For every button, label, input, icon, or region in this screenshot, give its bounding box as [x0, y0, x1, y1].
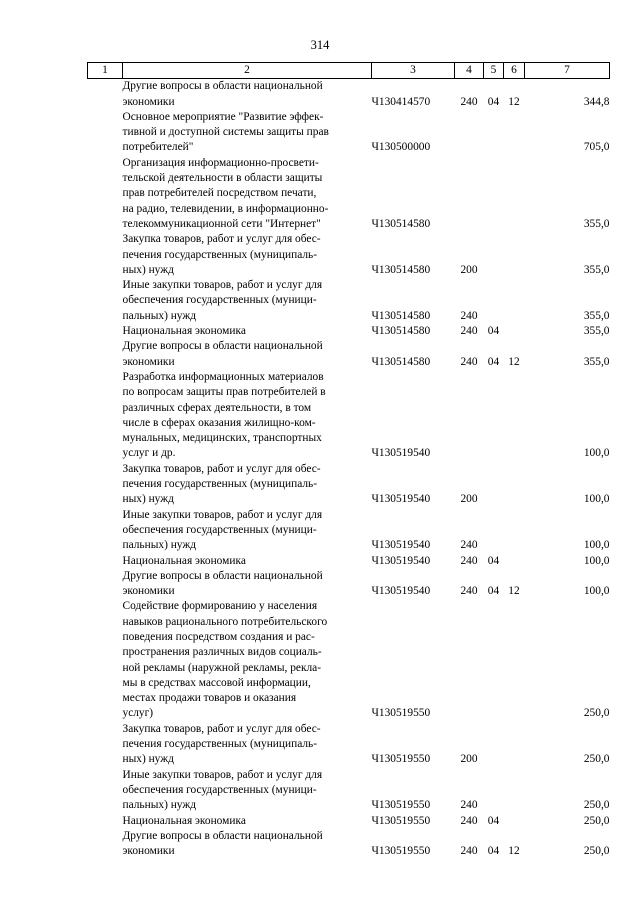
table-row: [88, 462, 610, 508]
table-row: [88, 339, 610, 370]
row-number-cell: [88, 232, 123, 278]
row-number-cell: [88, 554, 123, 569]
target-article-cell: Ч130519550: [371, 753, 431, 766]
expense-type-cell: 240: [460, 539, 478, 552]
item-name-line: прав потребителей посредством печати,: [122, 187, 317, 200]
section-cell: 04: [487, 355, 500, 368]
item-name-line: Другие вопросы в области национальной: [122, 340, 323, 353]
row-number-cell: [88, 156, 123, 232]
item-name-cell: [123, 829, 372, 860]
item-name-line: числе в сферах оказания жилищно-ком-: [122, 416, 316, 429]
item-name-line: телекоммуникационной сети "Интернет": [122, 217, 321, 230]
section-cell: 04: [487, 814, 500, 827]
column-header: 3: [372, 63, 455, 79]
column-number-header: [88, 63, 610, 79]
budget-table: [87, 62, 610, 859]
amount-cell: 355,0: [583, 325, 610, 338]
item-name-cell: [123, 722, 372, 768]
table-row: [88, 508, 610, 554]
target-article-cell: Ч130519540: [371, 447, 431, 460]
item-name-line: ных) нужд: [122, 753, 174, 766]
table-row: [88, 554, 610, 569]
expense-type-cell: 200: [460, 493, 478, 506]
column-header: 7: [525, 63, 610, 79]
section-cell: [484, 599, 504, 721]
item-name-cell: [123, 599, 372, 721]
table-row: [88, 370, 610, 462]
row-number-cell: [88, 768, 123, 814]
row-number-cell: [88, 339, 123, 370]
item-name-line: Национальная экономика: [122, 554, 246, 567]
target-article-cell: Ч130519540: [371, 539, 431, 552]
amount-cell: 100,0: [583, 493, 610, 506]
amount-cell: 100,0: [583, 585, 610, 598]
table-row: [88, 324, 610, 339]
subsection-cell: [504, 599, 525, 721]
item-name-line: Другие вопросы в области национальной: [122, 569, 323, 582]
amount-cell: 250,0: [583, 845, 610, 858]
expense-type-cell: 240: [460, 325, 478, 338]
expense-type-cell: 240: [460, 799, 478, 812]
subsection-cell: [504, 156, 525, 232]
target-article-cell: Ч130414570: [371, 95, 431, 108]
target-article-cell: Ч130514580: [371, 263, 431, 276]
item-name-line: Организация информационно-просвети-: [122, 156, 319, 169]
item-name-line: услуг): [122, 707, 154, 720]
subsection-cell: [504, 232, 525, 278]
expense-type-cell: 240: [460, 585, 478, 598]
target-article-cell: Ч130514580: [371, 309, 431, 322]
section-cell: [484, 768, 504, 814]
item-name-cell: [123, 768, 372, 814]
amount-cell: 250,0: [583, 753, 610, 766]
row-number-cell: [88, 829, 123, 860]
item-name-line: пространения различных видов социаль-: [122, 646, 322, 659]
row-number-cell: [88, 508, 123, 554]
subsection-cell: [504, 462, 525, 508]
subsection-cell: [504, 278, 525, 324]
item-name-line: пальных) нужд: [122, 309, 197, 322]
section-cell: [484, 110, 504, 156]
item-name-cell: [123, 156, 372, 232]
section-cell: [484, 278, 504, 324]
item-name-line: экономики: [122, 585, 175, 598]
item-name-cell: [123, 370, 372, 462]
item-name-line: Иные закупки товаров, работ и услуг для: [122, 508, 323, 521]
amount-cell: 250,0: [583, 814, 610, 827]
amount-cell: 100,0: [583, 554, 610, 567]
item-name-line: пальных) нужд: [122, 799, 197, 812]
expense-type-cell: [455, 156, 484, 232]
section-cell: [484, 722, 504, 768]
item-name-line: по вопросам защиты прав потребителей в: [122, 386, 326, 399]
column-header: 2: [123, 63, 372, 79]
item-name-line: ных) нужд: [122, 263, 174, 276]
item-name-line: тивной и доступной системы защиты прав: [122, 126, 329, 139]
item-name-line: услуг и др.: [122, 447, 176, 460]
item-name-line: Закупка товаров, работ и услуг для обес-: [122, 233, 321, 246]
table-row: [88, 722, 610, 768]
target-article-cell: Ч130519550: [371, 814, 431, 827]
target-article-cell: Ч130500000: [371, 141, 431, 154]
subsection-cell: 12: [508, 585, 520, 598]
item-name-cell: [123, 508, 372, 554]
item-name-line: печения государственных (муниципаль-: [122, 248, 318, 261]
amount-cell: 355,0: [583, 355, 610, 368]
row-number-cell: [88, 462, 123, 508]
row-number-cell: [88, 278, 123, 324]
item-name-line: Закупка товаров, работ и услуг для обес-: [122, 462, 321, 475]
subsection-cell: 12: [508, 845, 520, 858]
table-row: [88, 79, 610, 110]
item-name-cell: [123, 110, 372, 156]
amount-cell: 344,8: [583, 95, 610, 108]
item-name-line: пальных) нужд: [122, 539, 197, 552]
item-name-line: Другие вопросы в области национальной: [122, 80, 323, 93]
target-article-cell: Ч130519540: [371, 585, 431, 598]
item-name-cell: [123, 814, 372, 829]
subsection-cell: [504, 814, 525, 829]
table-row: [88, 110, 610, 156]
item-name-line: мы в средствах массовой информации,: [122, 676, 311, 689]
table-row: [88, 156, 610, 232]
item-name-cell: [123, 569, 372, 600]
subsection-cell: [504, 768, 525, 814]
row-number-cell: [88, 110, 123, 156]
subsection-cell: [504, 324, 525, 339]
item-name-line: обеспечения государственных (муници-: [122, 783, 317, 796]
section-cell: 04: [487, 325, 500, 338]
item-name-line: экономики: [122, 95, 175, 108]
section-cell: [484, 508, 504, 554]
row-number-cell: [88, 722, 123, 768]
item-name-line: различных сферах деятельности, в том: [122, 401, 312, 414]
table-row: [88, 232, 610, 278]
expense-type-cell: [455, 370, 484, 462]
expense-type-cell: 240: [460, 814, 478, 827]
amount-cell: 250,0: [583, 707, 610, 720]
item-name-line: Разработка информационных материалов: [122, 370, 324, 383]
item-name-cell: [123, 554, 372, 569]
subsection-cell: [504, 370, 525, 462]
item-name-line: Национальная экономика: [122, 814, 246, 827]
subsection-cell: [504, 508, 525, 554]
item-name-line: обеспечения государственных (муници-: [122, 523, 317, 536]
item-name-line: ной рекламы (наружной рекламы, рекла-: [122, 661, 322, 674]
column-header: 6: [504, 63, 525, 79]
expense-type-cell: [455, 110, 484, 156]
section-cell: [484, 370, 504, 462]
amount-cell: 250,0: [583, 799, 610, 812]
item-name-line: Содействие формированию у населения: [122, 600, 318, 613]
row-number-cell: [88, 370, 123, 462]
item-name-line: Другие вопросы в области национальной: [122, 829, 323, 842]
item-name-cell: [123, 232, 372, 278]
column-header: 1: [88, 63, 123, 79]
subsection-cell: 12: [508, 95, 520, 108]
column-header: 5: [484, 63, 504, 79]
target-article-cell: Ч130519540: [371, 554, 431, 567]
item-name-line: экономики: [122, 845, 175, 858]
subsection-cell: [504, 110, 525, 156]
item-name-cell: [123, 324, 372, 339]
target-article-cell: Ч130514580: [371, 325, 431, 338]
target-article-cell: Ч130519550: [371, 707, 431, 720]
page-number: 314: [310, 38, 330, 52]
section-cell: [484, 232, 504, 278]
amount-cell: 705,0: [583, 141, 610, 154]
row-number-cell: [88, 814, 123, 829]
row-number-cell: [88, 599, 123, 721]
amount-cell: 355,0: [583, 263, 610, 276]
amount-cell: 100,0: [583, 539, 610, 552]
item-name-line: Иные закупки товаров, работ и услуг для: [122, 279, 323, 292]
expense-type-cell: 240: [460, 309, 478, 322]
section-cell: 04: [487, 585, 500, 598]
item-name-line: местах продажи товаров и оказания: [122, 692, 297, 705]
item-name-line: Иные закупки товаров, работ и услуг для: [122, 768, 323, 781]
column-header: 4: [455, 63, 484, 79]
table-row: [88, 814, 610, 829]
target-article-cell: Ч130514580: [371, 355, 431, 368]
item-name-line: печения государственных (муниципаль-: [122, 738, 318, 751]
item-name-cell: [123, 339, 372, 370]
item-name-cell: [123, 278, 372, 324]
expense-type-cell: 240: [460, 355, 478, 368]
expense-type-cell: 240: [460, 95, 478, 108]
item-name-line: печения государственных (муниципаль-: [122, 478, 318, 491]
subsection-cell: [504, 722, 525, 768]
item-name-cell: [123, 462, 372, 508]
item-name-line: на радио, телевидении, в информационно-: [122, 202, 329, 215]
target-article-cell: Ч130519550: [371, 845, 431, 858]
item-name-line: поведения посредством создания и рас-: [122, 630, 315, 643]
table-row: [88, 829, 610, 860]
item-name-line: ных) нужд: [122, 493, 174, 506]
table-row: [88, 599, 610, 721]
expense-type-cell: 240: [460, 845, 478, 858]
section-cell: 04: [487, 845, 500, 858]
section-cell: 04: [487, 95, 500, 108]
row-number-cell: [88, 324, 123, 339]
target-article-cell: Ч130519540: [371, 493, 431, 506]
item-name-line: экономики: [122, 355, 175, 368]
amount-cell: 100,0: [583, 447, 610, 460]
subsection-cell: 12: [508, 355, 520, 368]
item-name-line: мунальных, медицинских, транспортных: [122, 432, 322, 445]
expense-type-cell: 200: [460, 753, 478, 766]
table-row: [88, 569, 610, 600]
table-row: [88, 278, 610, 324]
section-cell: [484, 462, 504, 508]
expense-type-cell: 240: [460, 554, 478, 567]
item-name-line: Национальная экономика: [122, 325, 246, 338]
item-name-line: потребителей": [122, 141, 194, 154]
item-name-cell: [123, 79, 372, 110]
amount-cell: 355,0: [583, 309, 610, 322]
item-name-line: навыков рационального потребительского: [122, 615, 328, 628]
section-cell: [484, 156, 504, 232]
expense-type-cell: 200: [460, 263, 478, 276]
table-row: [88, 768, 610, 814]
subsection-cell: [504, 554, 525, 569]
expense-type-cell: [455, 599, 484, 721]
item-name-line: Основное мероприятие "Развитие эффек-: [122, 110, 324, 123]
item-name-line: обеспечения государственных (муници-: [122, 294, 317, 307]
target-article-cell: Ч130519550: [371, 799, 431, 812]
item-name-line: Закупка товаров, работ и услуг для обес-: [122, 722, 321, 735]
row-number-cell: [88, 79, 123, 110]
row-number-cell: [88, 569, 123, 600]
section-cell: 04: [487, 554, 500, 567]
amount-cell: 355,0: [583, 217, 610, 230]
item-name-line: тельской деятельности в области защиты: [122, 172, 323, 185]
target-article-cell: Ч130514580: [371, 217, 431, 230]
